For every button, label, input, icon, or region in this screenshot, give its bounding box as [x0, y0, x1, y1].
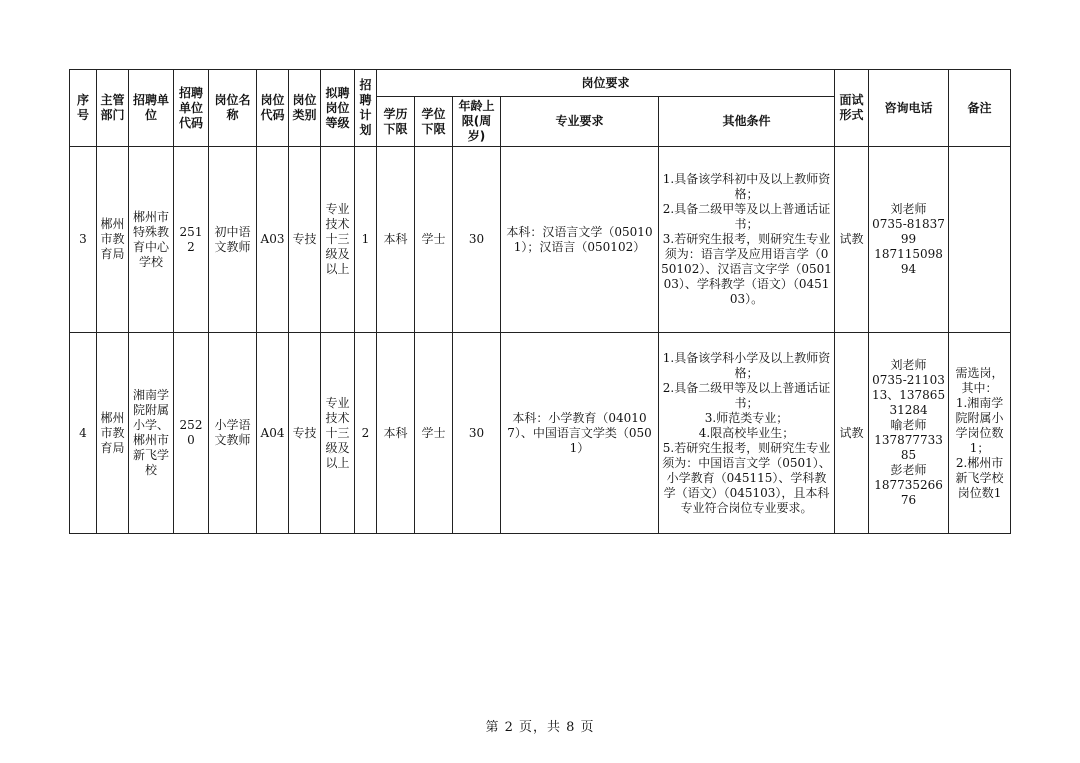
cell-major: 本科：小学教育（040107）、中国语言文学类（0501） — [501, 333, 659, 534]
page-number: 第 2 页，共 8 页 — [485, 720, 595, 735]
cell-unit: 湘南学院附属小学、郴州市新飞学校 — [129, 333, 174, 534]
col-header-degree: 学位下限 — [415, 97, 453, 147]
col-header-post-type: 岗位类别 — [289, 70, 321, 147]
cell-age: 30 — [453, 147, 501, 333]
col-header-edu: 学历下限 — [377, 97, 415, 147]
cell-seq: 3 — [70, 147, 97, 333]
recruitment-table — [69, 69, 1011, 534]
cell-age: 30 — [453, 333, 501, 534]
cell-note: 需选岗，其中： 1.湘南学院附属小学岗位数1； 2.郴州市新飞学校岗位数1 — [949, 333, 1011, 534]
cell-plan: 2 — [355, 333, 377, 534]
cell-post-code: A03 — [257, 147, 289, 333]
col-header-seq: 序号 — [70, 70, 97, 147]
cell-post-name: 小学语文教师 — [209, 333, 257, 534]
col-header-level: 拟聘岗位等级 — [321, 70, 355, 147]
cell-degree: 学士 — [415, 333, 453, 534]
cell-dept: 郴州市教育局 — [97, 333, 129, 534]
cell-post-name: 初中语文教师 — [209, 147, 257, 333]
cell-level: 专业技术十三级及以上 — [321, 333, 355, 534]
cell-post-code: A04 — [257, 333, 289, 534]
cell-edu: 本科 — [377, 333, 415, 534]
table-row — [70, 147, 1011, 333]
cell-dept: 郴州市教育局 — [97, 147, 129, 333]
cell-other: 1.具备该学科初中及以上教师资格； 2.具备二级甲等及以上普通话证书； 3.若研究生报考，则研究生专业须为：语言学及应用语言学（050102）、汉语言文字学（050103）、学科教学（语文）（045103）。 — [659, 147, 835, 333]
cell-exam: 试教 — [835, 333, 869, 534]
cell-note — [949, 147, 1011, 333]
cell-exam: 试教 — [835, 147, 869, 333]
cell-phone: 刘老师 0735-8183799 18711509894 — [869, 147, 949, 333]
cell-level: 专业技术十三级及以上 — [321, 147, 355, 333]
cell-post-type: 专技 — [289, 147, 321, 333]
col-header-age: 年龄上限(周岁) — [453, 97, 501, 147]
col-header-post-name: 岗位名称 — [209, 70, 257, 147]
col-header-exam: 面试形式 — [835, 70, 869, 147]
col-header-plan: 招聘计划 — [355, 70, 377, 147]
col-header-note: 备注 — [949, 70, 1011, 147]
cell-plan: 1 — [355, 147, 377, 333]
col-header-unit: 招聘单位 — [129, 70, 174, 147]
col-header-other: 其他条件 — [659, 97, 835, 147]
cell-degree: 学士 — [415, 147, 453, 333]
col-header-requirements: 岗位要求 — [377, 70, 835, 97]
col-header-dept: 主管部门 — [97, 70, 129, 147]
cell-edu: 本科 — [377, 147, 415, 333]
cell-phone: 刘老师 0735-2110313、13786531284 喻老师 13787773385 彭老师 18773526676 — [869, 333, 949, 534]
col-header-phone: 咨询电话 — [869, 70, 949, 147]
cell-unit-code: 2512 — [174, 147, 209, 333]
cell-major: 本科：汉语言文学（050101）；汉语言（050102） — [501, 147, 659, 333]
col-header-major: 专业要求 — [501, 97, 659, 147]
col-header-post-code: 岗位代码 — [257, 70, 289, 147]
col-header-unit-code: 招聘单位代码 — [174, 70, 209, 147]
cell-seq: 4 — [70, 333, 97, 534]
cell-unit-code: 2520 — [174, 333, 209, 534]
cell-post-type: 专技 — [289, 333, 321, 534]
cell-other: 1.具备该学科小学及以上教师资格； 2.具备二级甲等及以上普通话证书； 3.师范类专业； 4.限高校毕业生； 5.若研究生报考，则研究生专业须为：中国语言文学（0501）、小学教育（045115）、学科教学（语文）（045103），且本科专业符合岗位专业要求。 — [659, 333, 835, 534]
cell-unit: 郴州市特殊教育中心学校 — [129, 147, 174, 333]
table-row — [70, 333, 1011, 534]
